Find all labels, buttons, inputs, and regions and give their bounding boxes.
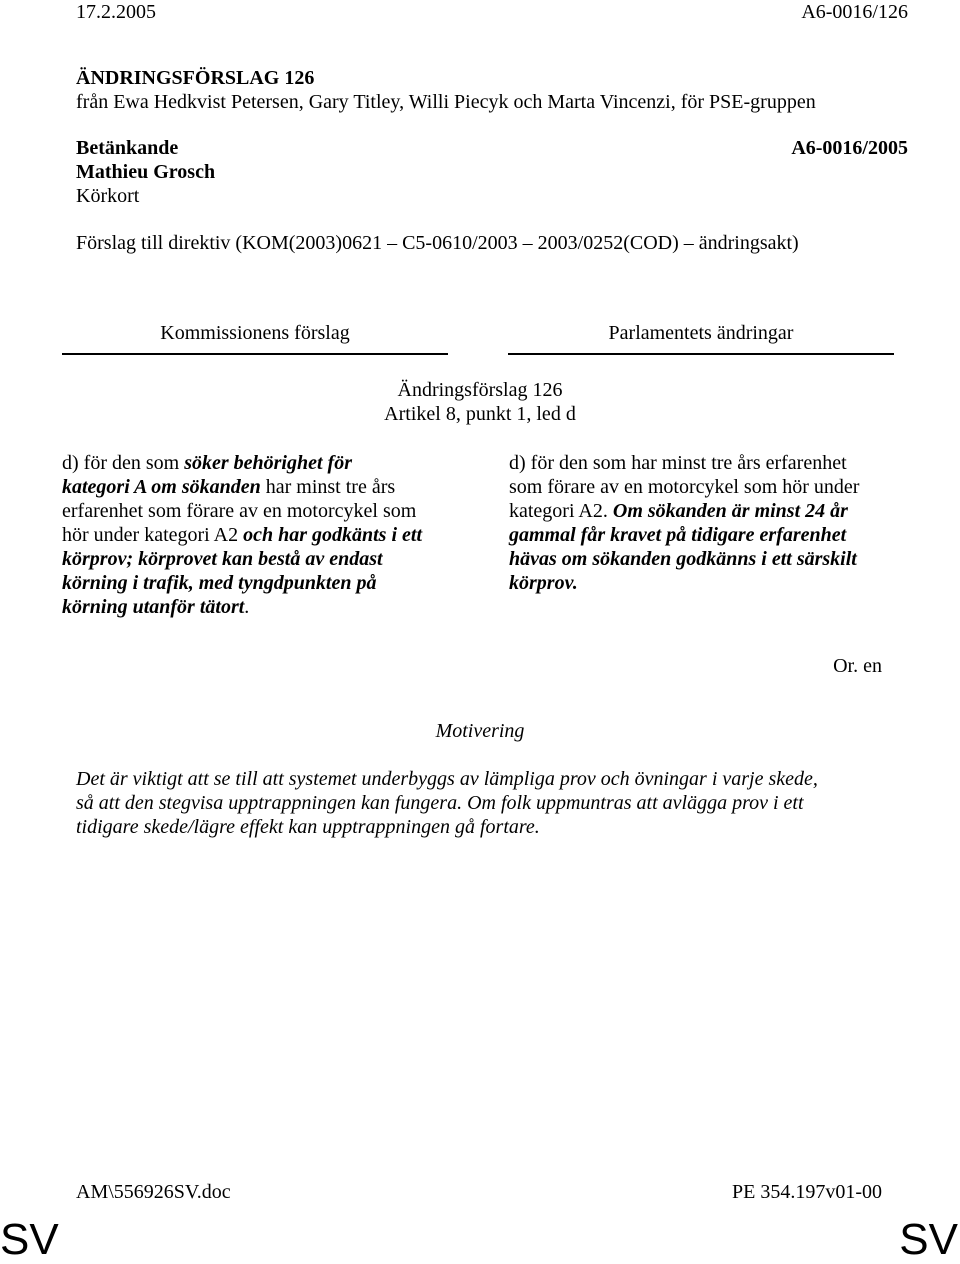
left-text-line: hör under kategori A2 och har godkänts i ett bbox=[62, 524, 422, 546]
report-number: A6-0016/2005 bbox=[791, 137, 908, 159]
amendment-authors: från Ewa Hedkvist Petersen, Gary Titley, Willi Piecyk och Marta Vincenzi, för PSE-gruppen bbox=[76, 91, 816, 113]
footer-pe-number: PE 354.197v01-00 bbox=[732, 1181, 882, 1203]
left-text-line: körning utanför tätort. bbox=[62, 596, 250, 618]
header-reference: A6-0016/126 bbox=[801, 1, 908, 23]
justification-line: tidigare skede/lägre effekt kan upptrappningen gå fortare. bbox=[76, 816, 540, 838]
amendment-title: ÄNDRINGSFÖRSLAG 126 bbox=[76, 67, 315, 89]
proposal-reference: Förslag till direktiv (KOM(2003)0621 – C5-0610/2003 – 2003/0252(COD) – ändringsakt) bbox=[76, 232, 799, 254]
left-text-line: körning i trafik, med tyngdpunkten på bbox=[62, 572, 377, 594]
right-text-line: d) för den som har minst tre års erfarenhet bbox=[509, 452, 847, 474]
right-text-line: kategori A2. Om sökanden är minst 24 år bbox=[509, 500, 848, 522]
right-text-line: som förare av en motorcykel som hör under bbox=[509, 476, 860, 498]
right-text-line: körprov. bbox=[509, 572, 578, 594]
left-heading-underline bbox=[62, 353, 448, 355]
justification-line: Det är viktigt att se till att systemet underbyggs av lämpliga prov och övningar i varje skede, bbox=[76, 768, 818, 790]
article-reference: Artikel 8, punkt 1, led d bbox=[384, 403, 576, 425]
header-date: 17.2.2005 bbox=[76, 1, 156, 23]
right-text-line: gammal får kravet på tidigare erfarenhet bbox=[509, 524, 847, 546]
right-heading-underline bbox=[508, 353, 894, 355]
justification-heading: Motivering bbox=[435, 720, 525, 742]
left-text-line: d) för den som söker behörighet för bbox=[62, 452, 352, 474]
footer-language-left: SV bbox=[0, 1215, 59, 1264]
original-language-note: Or. en bbox=[833, 655, 882, 677]
right-column-heading: Parlamentets ändringar bbox=[608, 322, 794, 344]
right-text-line: hävas om sökanden godkänns i ett särskilt bbox=[509, 548, 857, 570]
left-text-line: kategori A om sökanden har minst tre års bbox=[62, 476, 396, 498]
footer-document-name: AM\556926SV.doc bbox=[76, 1181, 231, 1203]
report-label: Betänkande bbox=[76, 137, 179, 159]
report-subject: Körkort bbox=[76, 185, 140, 207]
footer-language-right: SV bbox=[899, 1215, 958, 1264]
left-text-line: erfarenhet som förare av en motorcykel som bbox=[62, 500, 417, 522]
amendment-number: Ändringsförslag 126 bbox=[397, 379, 563, 401]
justification-line: så att den stegvisa upptrappningen kan fungera. Om folk uppmuntras att avlägga prov i ett bbox=[76, 792, 804, 814]
left-text-line: körprov; körprovet kan bestå av endast bbox=[62, 548, 383, 570]
left-column-heading: Kommissionens förslag bbox=[160, 322, 350, 344]
rapporteur-name: Mathieu Grosch bbox=[76, 161, 216, 183]
